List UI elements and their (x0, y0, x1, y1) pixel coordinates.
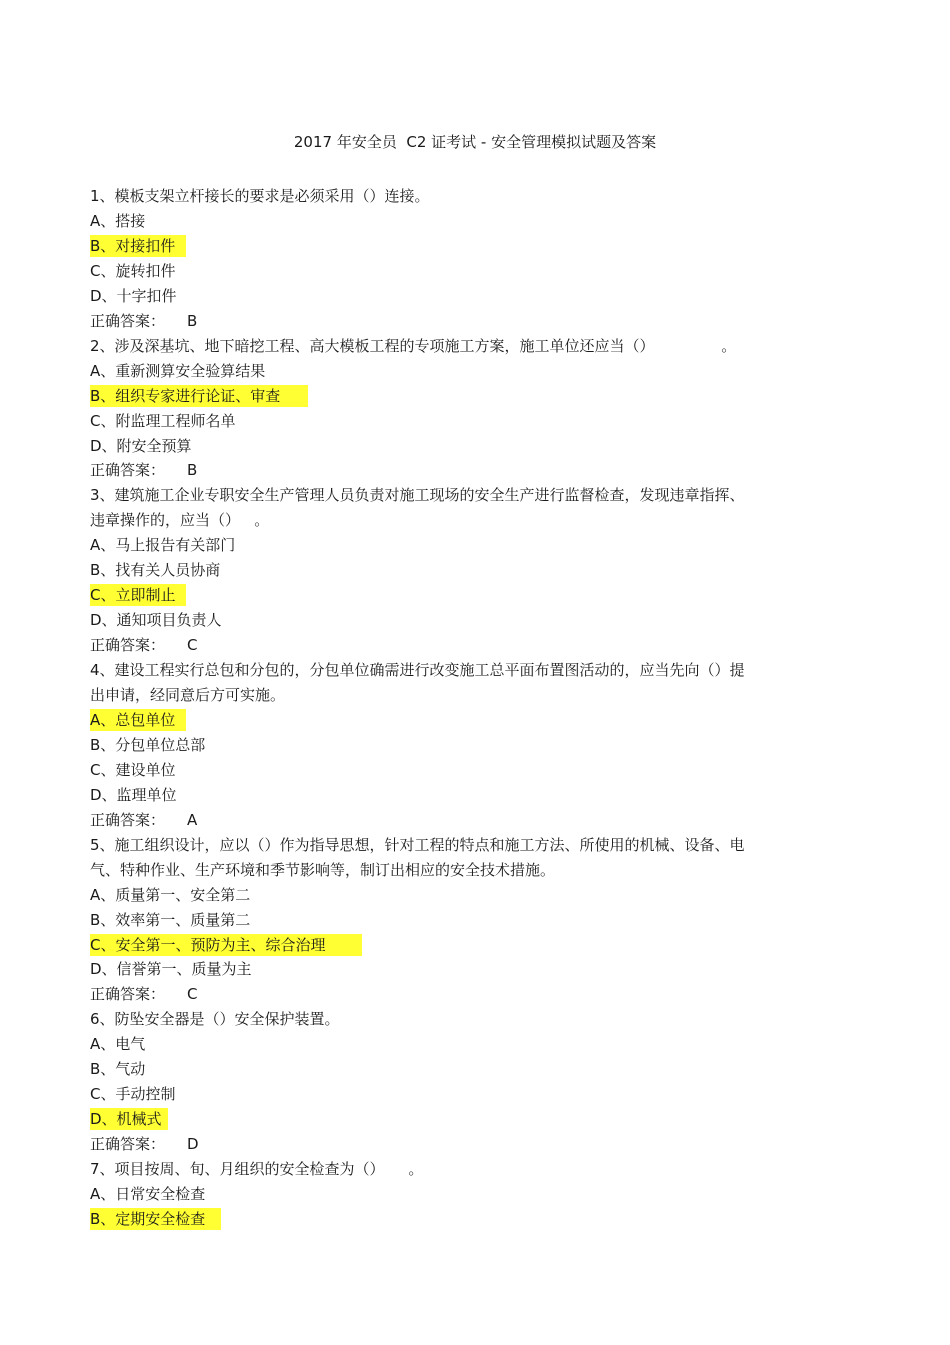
option: A、马上报告有关部门 (90, 536, 236, 555)
answer-value: C (187, 636, 198, 655)
option-highlighted: B、定期安全检查 (90, 1208, 221, 1230)
answer-value: B (187, 311, 198, 330)
question-text: 3、建筑施工企业专职安全生产管理人员负责对施工现场的安全生产进行监督检查，发现违章指挥、 (90, 486, 745, 505)
option: D、十字扣件 (90, 286, 177, 305)
option: D、信誉第一、质量为主 (90, 960, 252, 979)
question-text: 6、防坠安全器是（）安全保护装置。 (90, 1010, 340, 1029)
question-text: 违章操作的，应当（） 。 (90, 511, 270, 530)
answer-value: C (187, 985, 198, 1004)
option-highlighted: A、总包单位 (90, 709, 186, 731)
answer-label: 正确答案： (90, 985, 166, 1004)
option-highlighted: D、机械式 (90, 1108, 168, 1130)
option: C、附监理工程师名单 (90, 411, 236, 430)
question-text: 2、涉及深基坑、地下暗挖工程、高大模板工程的专项施工方案，施工单位还应当（） 。 (90, 336, 737, 355)
document-title: 2017 年安全员 C2 证考试 - 安全管理模拟试题及答案 (293, 133, 657, 151)
question-text: 出申请，经同意后方可实施。 (90, 686, 286, 704)
option-highlighted: C、立即制止 (90, 584, 186, 606)
answer-line (90, 983, 198, 1005)
option: B、找有关人员协商 (90, 561, 221, 580)
answer-line (90, 809, 197, 831)
answer-value: B (187, 461, 198, 480)
question-text: 4、建设工程实行总包和分包的，分包单位确需进行改变施工总平面布置图活动的，应当先向（）提 (90, 661, 745, 679)
option: A、质量第一、安全第二 (90, 885, 251, 904)
option: B、分包单位总部 (90, 735, 206, 754)
question-text: 1、模板支架立杆接长的要求是必须采用（）连接。 (90, 187, 430, 205)
answer-label: 正确答案： (90, 1135, 166, 1154)
question-text: 7、项目按周、旬、月组织的安全检查为（） 。 (90, 1160, 424, 1178)
option: B、效率第一、质量第二 (90, 910, 251, 929)
option: A、搭接 (90, 211, 146, 230)
question-text: 气、特种作业、生产环境和季节影响等，制订出相应的安全技术措施。 (90, 860, 556, 879)
option: D、附安全预算 (90, 436, 192, 455)
option: A、日常安全检查 (90, 1185, 206, 1203)
option: C、手动控制 (90, 1085, 176, 1104)
option: A、电气 (90, 1035, 146, 1054)
option: C、建设单位 (90, 760, 176, 779)
option: C、旋转扣件 (90, 261, 176, 280)
option: B、气动 (90, 1060, 146, 1079)
answer-label: 正确答案： (90, 311, 166, 330)
option-highlighted: C、安全第一、预防为主、综合治理 (90, 934, 362, 956)
answer-label: 正确答案： (90, 810, 166, 829)
option-highlighted: B、对接扣件 (90, 235, 186, 257)
answer-label: 正确答案： (90, 636, 166, 655)
option: D、监理单位 (90, 785, 177, 804)
option: A、重新测算安全验算结果 (90, 361, 266, 380)
question-text: 5、施工组织设计，应以（）作为指导思想，针对工程的特点和施工方法、所使用的机械、设备、电 (90, 835, 745, 854)
answer-value: A (187, 810, 198, 829)
option-highlighted: B、组织专家进行论证、审查 (90, 385, 308, 407)
option: D、通知项目负责人 (90, 611, 222, 630)
answer-line (90, 310, 197, 332)
answer-line (90, 1133, 199, 1155)
answer-value: D (187, 1135, 199, 1154)
answer-line (90, 634, 198, 656)
answer-line (90, 459, 197, 481)
answer-label: 正确答案： (90, 461, 166, 480)
